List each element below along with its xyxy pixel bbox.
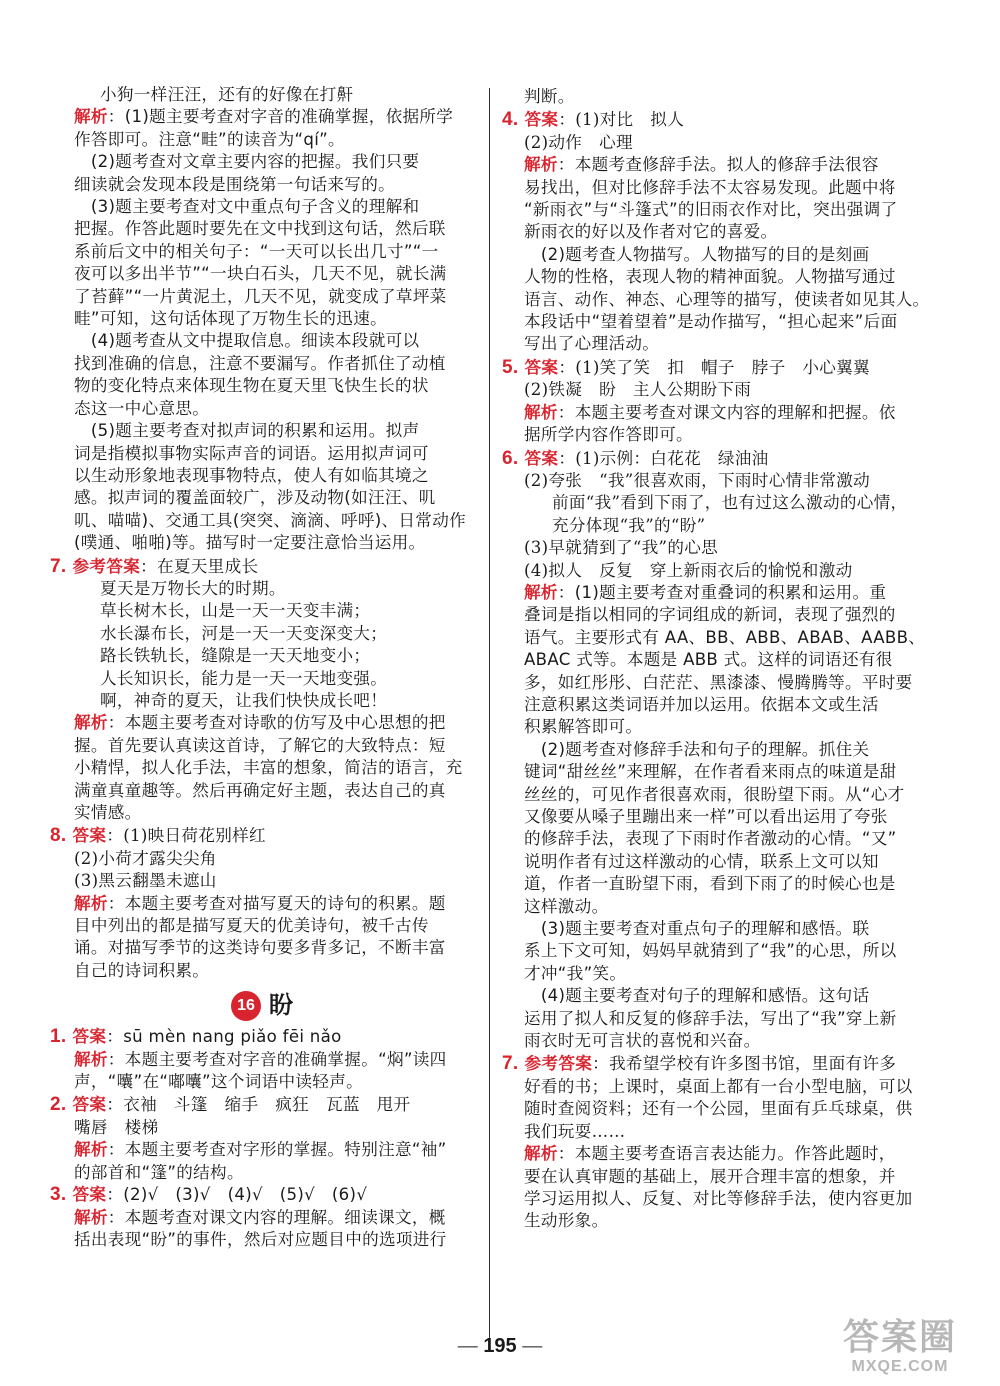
text-line: (2)夸张 “我”很喜欢雨，下雨时心情非常激动 (524, 470, 871, 490)
lesson-number-badge: 16 (231, 991, 261, 1021)
analysis-label: 解析 (524, 402, 558, 422)
text-line: 握。首先要认真读这首诗，了解它的大致特点：短 (74, 735, 446, 755)
text-line: (噗通、啪啪)等。描写时一定要注意恰当运用。 (74, 533, 426, 553)
page-number-value: 195 (483, 1335, 517, 1357)
text-line: 小狗一样汪汪，还有的好像在打鼾 (100, 85, 354, 104)
text-line: 注意积累这类词语并加以运用。依据本文或生活 (524, 694, 879, 714)
answer-text: ：我希望学校有许多图书馆，里面有许多 (592, 1054, 897, 1074)
text-line: 路长铁轨长，缝隙是一天天地变小； (100, 646, 371, 666)
answer-label: 参考答案 (518, 1053, 593, 1074)
text-line: 的修辞手法，表现了下雨时作者激动的心情。“又” (524, 829, 897, 849)
text-line: 声，“囔”在“嘟囔”这个词语中读轻声。 (74, 1072, 363, 1092)
text-line: 据所学内容作答即可。 (524, 425, 693, 445)
text-line: 键词“甜丝丝”来理解，在作者看来雨点的味道是甜 (524, 762, 897, 782)
text-line: 随时查阅资料；还有一个公园，里面有乒乓球桌，供 (524, 1099, 913, 1119)
analysis-label: 解析 (74, 713, 108, 733)
text-line: 易找出，但对比修辞手法不太容易发现。此题中将 (524, 177, 896, 197)
analysis-line (50, 712, 474, 734)
text-line: 实情感。 (74, 803, 142, 822)
text-line: (4)拟人 反复 穿上新雨衣后的愉悦和激动 (524, 560, 853, 580)
analysis-line (50, 1049, 474, 1071)
answer-label: 答案 (66, 1027, 107, 1047)
text-line: 这样激动。 (524, 896, 609, 916)
text-line: 新雨衣的好以及作者对它的喜爱。 (524, 222, 778, 242)
answer-label: 答案 (66, 1094, 107, 1115)
text-line: 我们玩耍…… (524, 1121, 626, 1141)
text-line: (5)题主要考查对拟声词的积累和运用。拟声 (74, 421, 420, 441)
text-line: 生动形象。 (524, 1211, 609, 1231)
answer-label: 答案 (518, 356, 559, 377)
text-line: 好看的书；上课时，桌面上都有一台小型电脑，可以 (524, 1076, 913, 1096)
text-line: (2)题考查人物描写。人物描写的目的是刻画 (524, 244, 870, 264)
answer-text: ：(1)映日荷花别样红 (106, 826, 266, 846)
answer-text: ：sū mèn nang piǎo fēi nǎo (106, 1027, 342, 1047)
text-line: 括出表现“盼”的事件，然后对应题目中的选项进行 (74, 1229, 447, 1249)
text-line: 诵。对描写季节的这类诗句要多背多记，不断丰富 (74, 938, 446, 958)
answer-label: 参考答案 (66, 555, 141, 576)
text-line: (4)题主要考查对句子的理解和感悟。这句话 (524, 986, 870, 1006)
answer-label: 答案 (518, 447, 559, 468)
watermark-main-text: 答案圈 (842, 1317, 957, 1358)
analysis-label: 解析 (74, 1049, 108, 1069)
analysis-text: ：本题主要考查语言表达能力。作答此题时， (557, 1144, 896, 1164)
text-line: ABAC 式等。本题是 ABB 式。这样的词语还有很 (524, 650, 893, 670)
text-line: (2)铁凝 盼 主人公期盼下雨 (524, 380, 752, 400)
text-line: 系前后文中的相关句子：“一天可以长出几寸”“一 (74, 241, 439, 261)
text-line: 又像要从嗓子里蹦出来一样”可以看出运用了夸张 (524, 807, 888, 826)
section-title (50, 986, 474, 1024)
analysis-text: ：本题主要考查对字形的掌握。特别注意“袖” (107, 1140, 447, 1160)
text-line: 本段话中“望着望着”是动作描写，“担心起来”后面 (524, 312, 898, 332)
text-line: 小精悍，拟人化手法，丰富的想象，简洁的语言，充 (74, 758, 463, 778)
text-line: 才冲“我”笑。 (524, 963, 627, 983)
question-answer-line (50, 1026, 474, 1048)
question-number: 6. (502, 447, 519, 469)
analysis-label: 解析 (74, 1207, 108, 1227)
analysis-text: ：本题考查修辞手法。拟人的修辞手法很容 (557, 155, 879, 175)
text-line: 细读就会发现本段是围绕第一句话来写的。 (74, 174, 395, 194)
analysis-label: 解析 (74, 893, 108, 913)
text-line: 说明作者有过这样激动的心情，联系上文可以知 (524, 851, 879, 871)
analysis-text: ：(1)题主要考查对重叠词的积累和运用。重 (557, 582, 887, 602)
analysis-label: 解析 (74, 107, 108, 127)
analysis-label: 解析 (524, 155, 558, 175)
text-line: 语气。主要形式有 AA、BB、ABB、ABAB、AABB、 (524, 627, 926, 647)
text-line: 运用了拟人和反复的修辞手法，写出了“我”穿上新 (524, 1008, 897, 1028)
text-line: 要在认真审题的基础上，展开合理丰富的想象，并 (524, 1166, 896, 1186)
analysis-text: ：本题主要考查对诗歌的仿写及中心思想的把 (107, 713, 446, 733)
text-line: (3)早就猜到了“我”的心思 (524, 538, 719, 558)
text-line: 人物的性格，表现人物的精神面貌。人物描写通过 (524, 267, 896, 287)
question-answer-line (502, 356, 932, 379)
analysis-text: ：(1)题主要考查对字音的准确掌握，依据所学 (107, 107, 454, 127)
answer-label: 答案 (66, 825, 107, 846)
analysis-line (502, 154, 932, 176)
text-line: 词是指模拟事物实际声音的词语。运用拟声词可 (74, 443, 429, 463)
text-line: 草长树木长，山是一天一天变丰满； (100, 601, 371, 621)
lesson-title: 盼 (269, 991, 293, 1020)
question-answer-line (502, 1052, 932, 1075)
watermark-logo (810, 1318, 990, 1380)
question-answer-line (50, 1184, 474, 1206)
text-line: 感。拟声词的覆盖面较广，涉及动物(如汪汪、叽 (74, 488, 436, 508)
text-line: 夏天是万物长大的时期。 (100, 578, 286, 598)
question-number: 7. (50, 555, 67, 577)
page-number: — 195 — (457, 1335, 543, 1357)
analysis-text: ：本题主要考查对字音的准确掌握。“焖”读四 (107, 1049, 447, 1069)
answer-text: ：(1)笑了笑 扣 帽子 脖子 小心翼翼 (558, 357, 870, 377)
analysis-line (502, 402, 932, 424)
text-line: 多，如红彤彤、白茫茫、黑漆漆、慢腾腾等。平时要 (524, 672, 913, 692)
text-line: 找到准确的信息，注意不要漏写。作者抓住了动植 (74, 353, 446, 373)
text-line: 满童真童趣等。然后再确定好主题，表达自己的真 (74, 780, 446, 800)
column-divider (489, 88, 490, 1340)
analysis-line (50, 106, 474, 128)
question-number: 1. (50, 1026, 67, 1048)
question-number: 4. (502, 109, 519, 131)
text-line: 语言、动作、神态、心理等的描写，使读者如见其人。 (524, 289, 930, 309)
analysis-line (50, 1139, 474, 1161)
text-line: (3)黑云翻墨未遮山 (74, 871, 217, 891)
text-line: (2)动作 心理 (524, 132, 633, 152)
text-line: 积累解答即可。 (524, 717, 643, 737)
analysis-text: ：本题主要考查对课文内容的理解和把握。依 (557, 402, 896, 422)
text-line: 以生动形象地表现事物特点，使人有如临其境之 (74, 465, 429, 485)
text-line: 雨衣时无可言状的喜悦和兴奋。 (524, 1031, 761, 1051)
text-line: 道，作者一直盼望下雨，看到下雨了的时候心也是 (524, 874, 896, 894)
answer-label: 答案 (518, 109, 559, 130)
text-line: 前面“我”看到下雨了，也有过这么激动的心情， (552, 493, 908, 513)
text-line: 判断。 (524, 87, 575, 106)
text-line: (4)题考查从文中提取信息。细读本段就可以 (74, 331, 420, 351)
text-line: 作答即可。注意“畦”的读音为“qí”。 (74, 129, 345, 149)
text-line: (2)题考查对文章主要内容的把握。我们只要 (74, 152, 420, 172)
text-line: (2)题考查对修辞手法和句子的理解。抓住关 (524, 739, 870, 759)
text-line: 的部首和“篷”的结构。 (74, 1162, 244, 1182)
analysis-text: ：本题考查对课文内容的理解。细读课文，概 (107, 1207, 446, 1227)
question-answer-line (502, 108, 932, 131)
text-line: 物的变化特点来体现生物在夏天里飞快生长的状 (74, 376, 429, 396)
left-column (50, 84, 474, 1251)
answer-text: ：在夏天里成长 (140, 556, 259, 576)
text-line: 人长知识长，能力是一天一天地变强。 (100, 668, 388, 688)
text-line: 畦”可知，这句话体现了万物生长的迅速。 (74, 309, 387, 329)
answer-label: 答案 (66, 1185, 107, 1205)
analysis-line (50, 1207, 474, 1229)
text-line: 目中列出的都是描写夏天的优美诗句，被千古传 (74, 916, 429, 936)
text-line: 夜可以多出半节”“一块白石头，几天不见，就长满 (74, 264, 447, 284)
analysis-line (50, 893, 474, 915)
right-column (502, 86, 932, 1233)
watermark-sub-text: MXQE.COM (851, 1358, 949, 1375)
question-answer-line (50, 824, 474, 847)
text-line: 了苔藓”“一片黄泥土，几天不见，就变成了草坪菜 (74, 286, 447, 306)
question-number: 5. (502, 356, 519, 378)
text-line: 充分体现“我”的“盼” (552, 515, 706, 535)
text-line: 水长瀑布长，河是一天一天变深变大； (100, 623, 388, 643)
question-answer-line (502, 447, 932, 470)
answer-text: ：衣袖 斗篷 缩手 疯狂 瓦蓝 甩开 (106, 1095, 411, 1115)
question-answer-line (50, 555, 474, 578)
text-line: “新雨衣”与“斗篷式”的旧雨衣作对比，突出强调了 (524, 200, 898, 220)
question-number: 7. (502, 1053, 519, 1075)
answer-text: ：(1)示例：白花花 绿油油 (558, 448, 769, 468)
answer-text: ：(1)对比 拟人 (558, 110, 685, 130)
text-line: 写出了心理活动。 (524, 334, 660, 354)
text-line: 系上下文可知，妈妈早就猜到了“我”的心思，所以 (524, 941, 897, 961)
text-line: (2)小荷才露尖尖角 (74, 848, 217, 868)
text-line: 自己的诗词积累。 (74, 960, 210, 980)
analysis-label: 解析 (524, 1144, 558, 1164)
text-line: 嘴唇 楼梯 (74, 1117, 159, 1137)
analysis-line (502, 582, 932, 604)
question-number: 3. (50, 1184, 67, 1206)
answer-text: ：(2)√ (3)√ (4)√ (5)√ (6)√ (106, 1185, 368, 1205)
analysis-label: 解析 (74, 1140, 108, 1160)
text-line: 把握。作答此题时要先在文中找到这句话，然后联 (74, 219, 446, 239)
text-line: 叠词是指以相同的字词组成的新词，表现了强烈的 (524, 605, 896, 625)
text-line: (3)题主要考查对重点句子的理解和感悟。联 (524, 919, 870, 939)
analysis-label: 解析 (524, 582, 558, 602)
question-number: 2. (50, 1094, 67, 1116)
text-line: 丝丝的，可见作者很喜欢雨，很盼望下雨。从“心才 (524, 784, 905, 804)
question-number: 8. (50, 825, 67, 847)
text-line: 态这一中心意思。 (74, 398, 210, 418)
question-answer-line (50, 1093, 474, 1116)
text-line: 啊，神奇的夏天，让我们快快成长吧！ (100, 690, 388, 710)
text-line: (3)题主要考查对文中重点句子含义的理解和 (74, 197, 420, 217)
analysis-text: ：本题主要考查对描写夏天的诗句的积累。题 (107, 893, 446, 913)
analysis-line (502, 1143, 932, 1165)
text-line: 叽、喵喵)、交通工具(突突、滴滴、呼呼)、日常动作 (74, 510, 466, 530)
text-line: 学习运用拟人、反复、对比等修辞手法，使内容更加 (524, 1188, 913, 1208)
